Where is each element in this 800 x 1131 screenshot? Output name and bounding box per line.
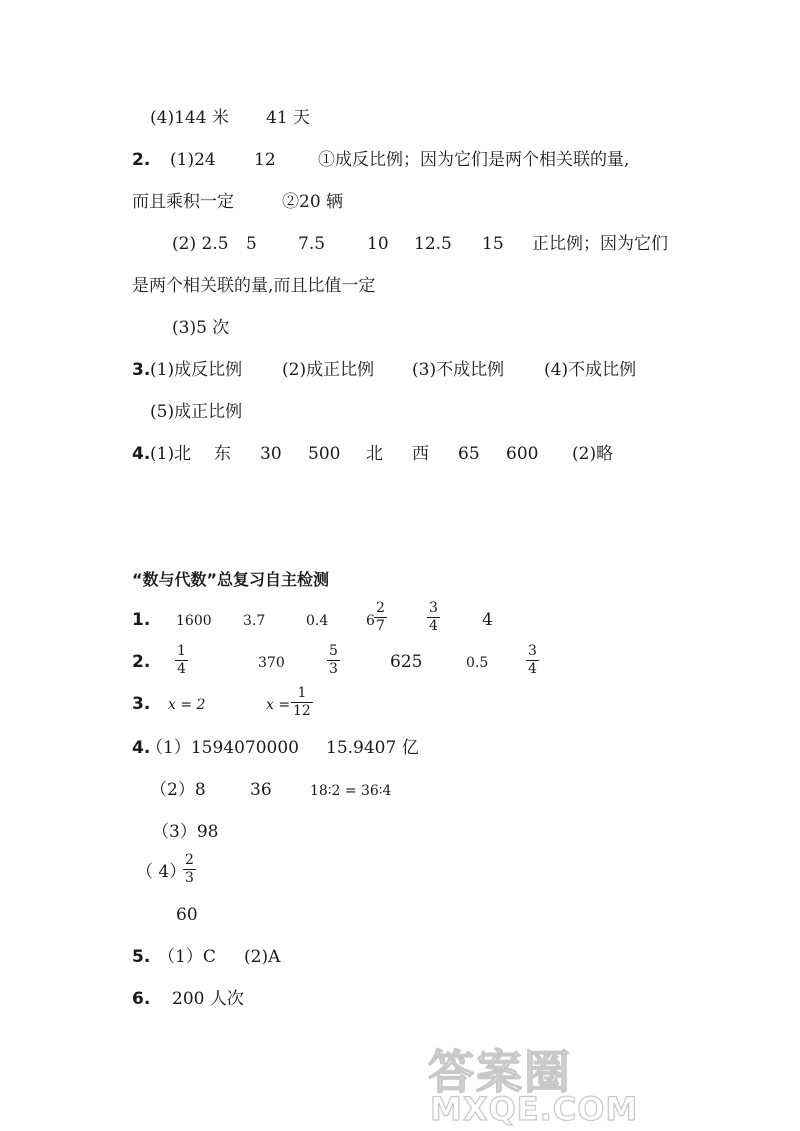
fraction — [175, 643, 188, 678]
denominator: 4 — [177, 661, 186, 677]
answer-text: 200 人次 — [172, 989, 244, 1009]
answer-text: 7.5 — [298, 234, 326, 254]
answer-text: (1)成反比例 — [150, 360, 243, 380]
numerator: 5 — [329, 643, 338, 659]
q1-item4-a: (4)144 米 — [150, 108, 229, 128]
q1-item4-b: 41 天 — [266, 108, 311, 128]
answer-text: (4)不成比例 — [544, 360, 637, 380]
answer-text: 600 — [506, 444, 539, 464]
numerator: 3 — [528, 643, 537, 659]
answer-text: ②20 辆 — [282, 192, 344, 212]
answer-text: 10 — [367, 234, 389, 254]
answer-text: 正比例；因为它们 — [532, 234, 668, 254]
answer-text: （3）98 — [152, 822, 219, 842]
answer-text: 625 — [390, 652, 423, 672]
numerator: 1 — [297, 685, 307, 701]
fraction — [327, 643, 340, 678]
answer-text: 是两个相关联的量,而且比值一定 — [132, 276, 376, 296]
question-number: 3. — [132, 694, 151, 714]
answer-text: （1）1594070000 — [146, 738, 299, 758]
answer-text: 36 — [250, 780, 272, 800]
section-title: “数与代数”总复习自主检测 — [132, 570, 330, 589]
answer-text: (3)不成比例 — [412, 360, 505, 380]
answer-text: (1)24 — [170, 150, 216, 170]
watermark-url: MXQE.COM — [430, 1090, 639, 1128]
question-number: 5. — [132, 947, 151, 967]
answer-text: 5 — [246, 234, 257, 254]
answer-text: 30 — [260, 444, 282, 464]
answer-text: 西 — [412, 444, 429, 464]
answer-text: 18∶2 = 36∶4 — [310, 783, 392, 799]
equation-lhs: x = — [266, 697, 291, 713]
question-number: 4. — [132, 444, 151, 464]
answer-text: 15.9407 亿 — [326, 738, 419, 758]
answer-text: 1600 — [176, 613, 212, 629]
numerator: 2 — [376, 600, 385, 616]
answer-text: （2）8 — [150, 780, 206, 800]
answer-text: 0.4 — [306, 613, 329, 629]
answer-text: 而且乘积一定 — [132, 192, 234, 212]
answer-text: (1)北 — [150, 444, 192, 464]
answer-text: 3.7 — [243, 613, 266, 629]
answer-text: 东 — [214, 444, 231, 464]
mixed-number-fraction — [374, 600, 387, 635]
question-number: 3. — [132, 360, 151, 380]
numerator: 2 — [185, 852, 194, 868]
watermark-logo: 答案圈 — [428, 1045, 572, 1099]
answer-text: 北 — [366, 444, 383, 464]
answer-text: (2)A — [244, 947, 281, 967]
answer-text: 15 — [482, 234, 504, 254]
answer-text: 65 — [458, 444, 480, 464]
answer-text: (5)成正比例 — [150, 402, 243, 422]
numerator: 3 — [429, 600, 438, 616]
mixed-number-whole: 6 — [366, 613, 375, 629]
answer-text: x = 2 — [168, 697, 206, 713]
fraction — [291, 685, 313, 720]
question-number: 2. — [132, 652, 151, 672]
denominator: 4 — [528, 661, 537, 677]
fraction — [526, 643, 539, 678]
question-number: 6. — [132, 989, 151, 1009]
denominator: 3 — [329, 661, 338, 677]
answer-text: 12.5 — [414, 234, 452, 254]
answer-text: (2) 2.5 — [172, 234, 229, 254]
denominator: 12 — [293, 703, 311, 719]
denominator: 4 — [429, 618, 438, 634]
answer-text: 12 — [254, 150, 276, 170]
fraction — [427, 600, 440, 635]
answer-text: 4 — [482, 610, 493, 630]
question-number: 2. — [132, 150, 151, 170]
denominator: 3 — [185, 870, 194, 886]
denominator: 7 — [376, 618, 385, 634]
answer-text: 60 — [176, 905, 198, 925]
answer-text: (2)成正比例 — [282, 360, 375, 380]
answer-text: 370 — [258, 655, 285, 671]
answer-text: (3)5 次 — [172, 318, 230, 338]
answer-text: （1）C — [158, 947, 216, 967]
question-number: 4. — [132, 738, 151, 758]
fraction — [183, 852, 196, 887]
answer-text: 0.5 — [466, 655, 489, 671]
answer-label: （ 4） — [136, 862, 187, 882]
answer-text: ①成反比例；因为它们是两个相关联的量, — [318, 150, 630, 170]
numerator: 1 — [177, 643, 186, 659]
answer-text: (2)略 — [572, 444, 614, 464]
question-number: 1. — [132, 610, 151, 630]
answer-text: 500 — [308, 444, 341, 464]
